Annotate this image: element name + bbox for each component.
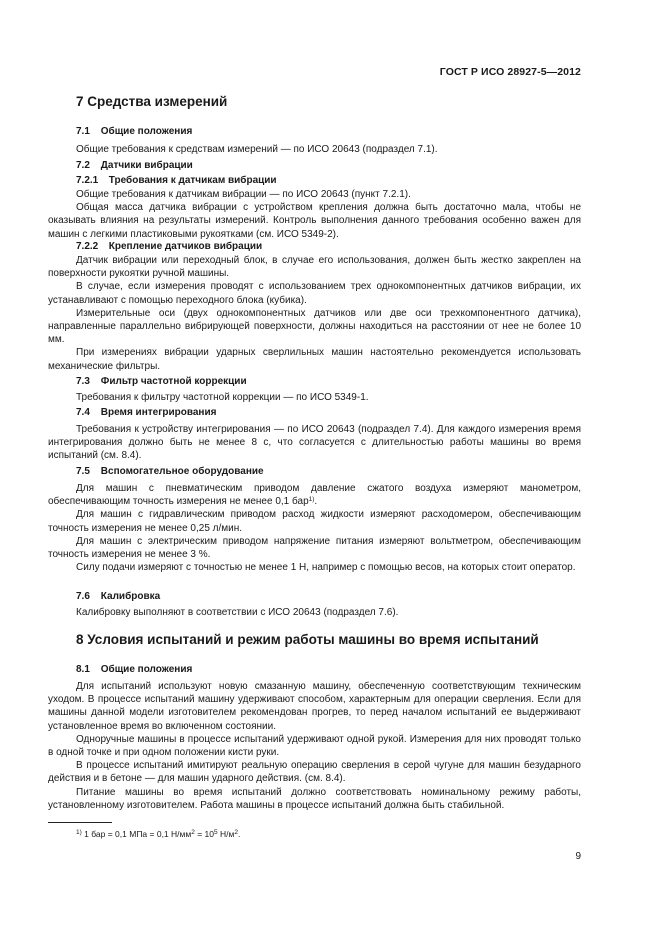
footnote-text: Н/м (217, 829, 235, 839)
paragraph: Общие требования к датчикам вибрации — по ИСО 20643 (пункт 7.2.1). (76, 189, 411, 200)
subsection-number: 7.2.1 (76, 175, 99, 186)
subsection-title: Калибровка (100, 591, 161, 602)
exponent: 2 (234, 829, 238, 836)
paragraph: Калибровку выполняют в соответствии с ИСО 20643 (подраздел 7.6). (76, 607, 399, 618)
paragraph: Требования к фильтру частотной коррекции — по ИСО 5349-1. (76, 392, 369, 403)
section-8-title: 8 Условия испытаний и режим работы машины во время испытаний (76, 632, 539, 647)
subsection-7-2-2-body (48, 254, 581, 373)
subsection-title: Общие положения (100, 126, 193, 137)
subsection-number: 7.3 (76, 376, 90, 387)
paragraph: Общие требования к средствам измерений — по ИСО 20643 (подраздел 7.1). (76, 144, 438, 155)
subsection-7-2-heading (76, 160, 193, 172)
page-number: 9 (575, 851, 581, 862)
paragraph: Одноручные машины в процессе испытаний удерживают одной рукой. Измерения для них проводят только в одной точке и при одном положении кисти руки. (48, 733, 581, 759)
paragraph: Датчик вибрации или переходный блок, в случае его использования, должен быть жестко закреплен на поверхности рукоятки ручной машины. (48, 255, 581, 280)
subsection-number: 7.6 (76, 591, 90, 602)
exponent: 5 (214, 829, 218, 836)
subsection-number: 7.4 (76, 407, 90, 418)
subsection-title: Время интегрирования (100, 407, 217, 418)
subsection-7-4-heading (76, 407, 216, 419)
subsection-number: 8.1 (76, 664, 90, 675)
paragraph: В процессе испытаний имитируют реальную операцию сверления в серой чугуне для машин безударного действия и в бетоне — для машин ударного действия. (см. 8.4). (48, 760, 581, 785)
subsection-7-6-heading (76, 591, 160, 603)
subsection-8-1-body (48, 680, 581, 812)
footnote-mark: 1) (76, 829, 82, 836)
subsection-7-4-body (48, 423, 581, 463)
paragraph: Требования к устройству интегрирования — по ИСО 20643 (подраздел 7.4). Для каждого измерения время интегрирования должно быть не менее 8 с, что согласуется с длительностью работы машины во время испытаний (см. 8.4). (48, 424, 581, 462)
subsection-7-5-heading (76, 466, 264, 478)
subsection-title: Вспомогательное оборудование (100, 466, 264, 477)
section-7-title: 7 Средства измерений (76, 94, 228, 109)
subsection-number: 7.2.2 (76, 241, 99, 252)
paragraph-text-end: . (314, 496, 318, 508)
paragraph-text: Для машин с пневматическим приводом давление сжатого воздуха измеряют манометром, обеспечивающим точность измерения не менее 0,1 бар (48, 483, 581, 508)
paragraph: В случае, если измерения проводят с использованием трех однокомпонентных датчиков вибрации, их устанавливают с помощью переходного блока (кубика). (48, 281, 581, 306)
footnote-text: 1 бар = 0,1 МПа = 0,1 Н/мм (84, 829, 192, 839)
paragraph: Питание машины во время испытаний должно соответствовать номинальному режиму работы, установленному изготовителем. Работа машины в процессе испытаний должна быть стабильной. (48, 786, 581, 811)
subsection-7-3-body (48, 391, 581, 404)
subsection-title: Общие положения (100, 664, 193, 675)
subsection-title: Фильтр частотной коррекции (100, 376, 247, 387)
paragraph: Измерительные оси (двух однокомпонентных датчиков или две оси трехкомпонентного датчика), направленные параллельно вибрирующей поверхности, должны находиться на расстоянии от нее не более 10 мм. (48, 307, 581, 346)
subsection-7-1-body (48, 143, 581, 156)
subsection-title: Датчики вибрации (100, 160, 193, 171)
paragraph: Для машин с электрическим приводом напряжение питания измеряют вольтметром, обеспечивающим точность измерения не менее 3 %. (48, 535, 581, 561)
paragraph (48, 482, 581, 508)
subsection-7-1-heading (76, 126, 192, 138)
subsection-number: 7.2 (76, 160, 90, 171)
exponent: 2 (191, 829, 195, 836)
paragraph: При измерениях вибрации ударных сверлильных машин настоятельно рекомендуется использовать механические фильтры. (48, 347, 581, 372)
subsection-7-2-2-heading (76, 241, 262, 253)
paragraph: Для машин с гидравлическим приводом расход жидкости измеряют расходомером, обеспечивающим точность измерения не менее 0,25 л/мин. (48, 509, 581, 534)
subsection-7-6-body (48, 606, 581, 619)
footnote (76, 829, 240, 840)
paragraph: Силу подачи измеряют с точностью не менее 1 Н, например с помощью весов, на которых стоит оператор. (76, 562, 576, 574)
subsection-7-3-heading (76, 376, 247, 388)
paragraph: Для испытаний используют новую смазанную машину, обеспеченную соответствующим техническим уходом. В процессе испытаний машину удерживают способом, характерным для операции сверления. Если для машины данной модели изготовителем рекомендован прогрев, то перед началом испытаний ее выдерживают установленное время во включенном состоянии. (48, 681, 581, 732)
subsection-title: Требования к датчикам вибрации (108, 175, 277, 186)
standard-header: ГОСТ Р ИСО 28927-5—2012 (439, 66, 581, 78)
subsection-7-2-1-body (48, 188, 581, 241)
footnote-divider (48, 822, 112, 823)
subsection-7-2-1-heading (76, 175, 277, 187)
subsection-7-5-body (48, 482, 581, 574)
footnote-text: = 10 (194, 829, 214, 839)
subsection-number: 7.5 (76, 466, 90, 477)
subsection-title: Крепление датчиков вибрации (108, 241, 263, 252)
subsection-8-1-heading (76, 664, 192, 676)
footnote-text: . (237, 829, 241, 839)
subsection-number: 7.1 (76, 126, 90, 137)
footnote-reference[interactable]: 1) (308, 496, 315, 504)
paragraph: Общая масса датчика вибрации с устройством крепления должна быть достаточно мала, чтобы не оказывать влияния на результаты измерений. Контроль выполнения данного требования особенно важен для машин с легкими пластиковыми рукоятками (см. ИСО 5349-2). (48, 202, 581, 240)
